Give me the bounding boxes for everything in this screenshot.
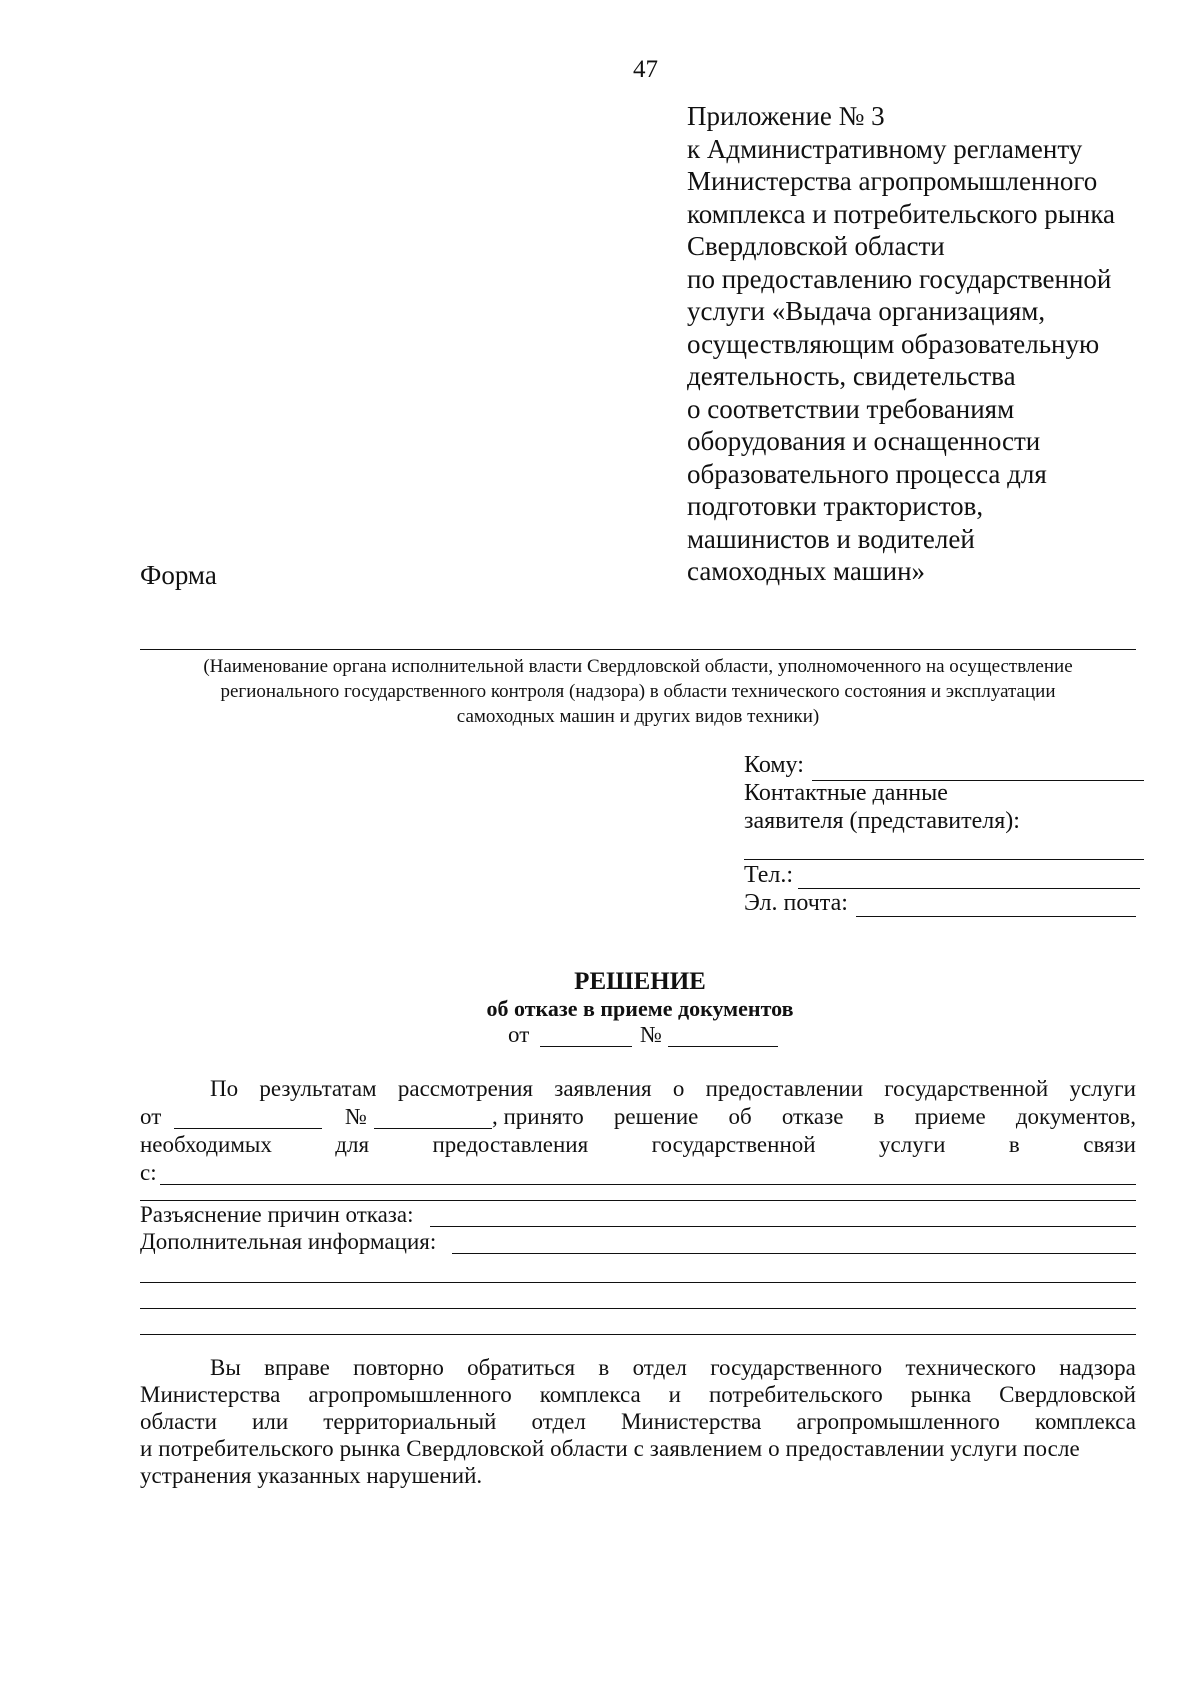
- word: Министерства: [140, 1382, 281, 1407]
- closing-line-1: [210, 1355, 1136, 1381]
- authority-name-line[interactable]: [140, 649, 1136, 650]
- decision-number-label: №: [640, 1022, 662, 1047]
- appendix-line: самоходных машин»: [687, 556, 926, 586]
- to-label: Кому:: [744, 752, 804, 778]
- appendix-header: [687, 100, 1167, 588]
- word: обратиться: [467, 1355, 576, 1380]
- word: услуги: [879, 1132, 946, 1157]
- additional-info-line-3[interactable]: [140, 1308, 1136, 1309]
- application-date-label: от: [140, 1104, 162, 1129]
- word: государственной: [651, 1132, 816, 1157]
- additional-info-line-4[interactable]: [140, 1334, 1136, 1335]
- closing-line-3: [140, 1409, 1136, 1435]
- decision-date-field[interactable]: [540, 1046, 632, 1047]
- form-label: Форма: [140, 560, 217, 590]
- additional-info-line-2[interactable]: [140, 1282, 1136, 1283]
- word: результатам: [259, 1076, 377, 1101]
- word: в: [1008, 1132, 1020, 1157]
- phone-label: Тел.:: [744, 862, 794, 888]
- reason-field[interactable]: [160, 1184, 1136, 1185]
- closing-paragraph: [140, 1355, 1136, 1495]
- reasons-field[interactable]: [430, 1226, 1136, 1227]
- word: отказе: [781, 1104, 844, 1129]
- decision-title: РЕШЕНИЕ: [574, 968, 706, 995]
- email-label: Эл. почта:: [744, 890, 848, 916]
- appendix-line: Свердловской области: [687, 231, 945, 261]
- word: Вы: [210, 1355, 241, 1380]
- reasons-label: Разъяснение причин отказа:: [140, 1202, 414, 1227]
- body-line-2-rest: [492, 1104, 1136, 1130]
- word: По: [210, 1076, 239, 1101]
- appendix-line: деятельность, свидетельства: [687, 361, 1016, 391]
- appendix-line: по предоставлению государственной: [687, 263, 1112, 294]
- word: рассмотрения: [397, 1076, 533, 1101]
- appendix-line: осуществляющим образовательную: [687, 328, 1100, 359]
- word: предоставлении: [705, 1076, 864, 1101]
- word: для: [335, 1132, 370, 1157]
- word: или: [252, 1409, 289, 1434]
- email-field[interactable]: [856, 916, 1136, 917]
- authority-caption-line: (Наименование органа исполнительной власти Свердловской области, уполномоченного на осуществление: [203, 656, 1073, 677]
- reason-field-continuation[interactable]: [140, 1200, 1136, 1201]
- application-date-field[interactable]: [174, 1128, 322, 1129]
- word: отдел: [632, 1355, 687, 1380]
- word: заявления: [554, 1076, 652, 1101]
- word: Свердловской: [999, 1382, 1136, 1407]
- appendix-line: услуги «Выдача организациям,: [687, 296, 1046, 326]
- word: комплекса: [539, 1382, 641, 1407]
- word: предоставления: [432, 1132, 589, 1157]
- word: рынка: [910, 1382, 972, 1407]
- word: надзора: [1059, 1355, 1136, 1380]
- word: и: [668, 1382, 681, 1407]
- authority-caption-line: самоходных машин и других видов техники): [456, 706, 820, 727]
- appendix-line: о соответствии требованиям: [687, 393, 1015, 424]
- word: технического: [905, 1355, 1036, 1380]
- word: комплекса: [1035, 1409, 1136, 1434]
- appendix-line: комплекса и потребительского рынка: [687, 198, 1116, 229]
- word: повторно: [353, 1355, 444, 1380]
- word: территориальный: [323, 1409, 497, 1434]
- application-number-label: №: [345, 1104, 367, 1129]
- word: документов,: [1015, 1104, 1136, 1129]
- body-line-1: [210, 1076, 1136, 1102]
- word: агропромышленного: [796, 1409, 1000, 1434]
- decision-body: [140, 1076, 1136, 1376]
- word: государственного: [710, 1355, 883, 1380]
- additional-info-label: Дополнительная информация:: [140, 1229, 437, 1254]
- word: вправе: [264, 1355, 330, 1380]
- word: отдел: [531, 1409, 586, 1434]
- decision-number-field[interactable]: [668, 1046, 778, 1047]
- decision-subtitle: об отказе в приеме документов: [486, 996, 794, 1021]
- word: о: [672, 1076, 685, 1101]
- authority-caption-line: регионального государственного контроля (надзора) в области технического состояния и эксплуатации: [220, 681, 1056, 702]
- contact-label-line1: Контактные данные: [744, 780, 948, 806]
- word: в: [598, 1355, 610, 1380]
- application-number-field[interactable]: [374, 1128, 492, 1129]
- closing-line-5: устранения указанных нарушений.: [140, 1463, 483, 1488]
- contact-field[interactable]: [744, 859, 1144, 860]
- appendix-line: к Административному регламенту: [687, 133, 1083, 164]
- body-line-3: [140, 1132, 1136, 1158]
- contact-block: [744, 752, 1144, 932]
- word: приеме: [914, 1104, 986, 1129]
- page-number: 47: [633, 56, 658, 83]
- closing-line-4: и потребительского рынка Свердловской области с заявлением о предоставлении услуги после: [140, 1436, 1080, 1461]
- appendix-line: Министерства агропромышленного: [687, 166, 1098, 196]
- appendix-line: машинистов и водителей: [687, 523, 975, 554]
- word: в: [873, 1104, 885, 1129]
- closing-line-2: [140, 1382, 1136, 1408]
- word: Министерства: [620, 1409, 762, 1434]
- additional-info-field[interactable]: [452, 1253, 1136, 1254]
- appendix-line: Приложение № 3: [687, 101, 885, 131]
- word: связи: [1083, 1132, 1136, 1157]
- appendix-line: подготовки трактористов,: [687, 491, 984, 521]
- word: области: [140, 1409, 217, 1434]
- word: об: [728, 1104, 752, 1129]
- word: необходимых: [140, 1132, 272, 1157]
- decision-date-label: от: [508, 1022, 530, 1047]
- appendix-line: оборудования и оснащенности: [687, 426, 1041, 456]
- appendix-line: образовательного процесса для: [687, 458, 1047, 489]
- word: потребительского: [708, 1382, 883, 1407]
- word: услуги: [1069, 1076, 1136, 1101]
- reason-prefix-label: с:: [140, 1160, 157, 1185]
- word: агропромышленного: [308, 1382, 512, 1407]
- word: решение: [613, 1104, 699, 1129]
- contact-label-line2: заявителя (представителя):: [744, 808, 1020, 834]
- word: государственной: [884, 1076, 1049, 1101]
- authority-caption: [140, 654, 1136, 729]
- word: , принято: [492, 1104, 584, 1129]
- phone-field[interactable]: [798, 888, 1140, 889]
